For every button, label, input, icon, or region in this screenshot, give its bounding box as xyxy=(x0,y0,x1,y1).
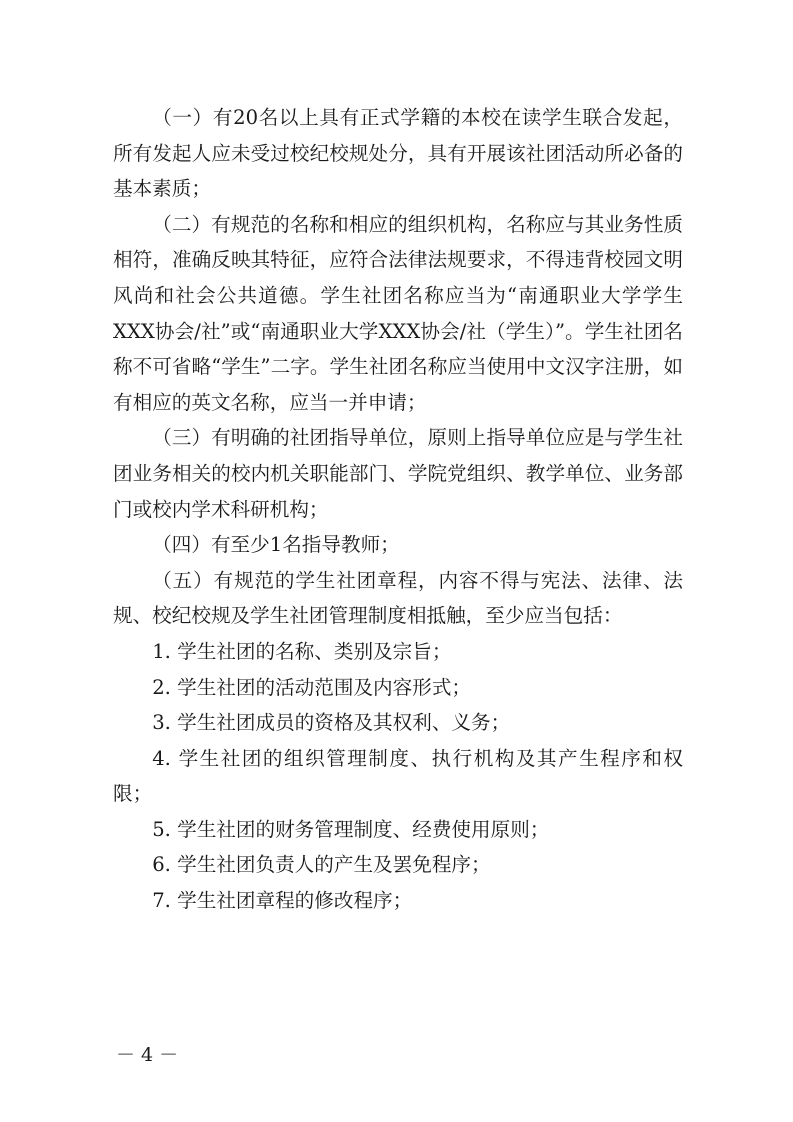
list-item-3: 3. 学生社团成员的资格及其权利、义务； xyxy=(152,711,511,735)
document-body xyxy=(113,100,683,919)
list-item-7: 7. 学生社团章程的修改程序； xyxy=(152,889,413,913)
list-item-2: 2. 学生社团的活动范围及内容形式； xyxy=(152,675,472,699)
paragraph-condition-3: （三）有明确的社团指导单位，原则上指导单位应是与学生社团业务相关的校内机关职能部门、学院党组织、教学单位、业务部门或校内学术科研机构； xyxy=(113,426,683,521)
paragraph-condition-4: （四）有至少1名指导教师； xyxy=(152,533,400,557)
list-item-4: 4. 学生社团的组织管理制度、执行机构及其产生程序和权限； xyxy=(113,746,683,806)
page-number: － 4 － xyxy=(116,1044,179,1066)
list-item-5: 5. 学生社团的财务管理制度、经费使用原则； xyxy=(152,817,550,841)
paragraph-condition-2: （二）有规范的名称和相应的组织机构，名称应与其业务性质相符，准确反映其特征，应符合法律法规要求，不得违背校园文明风尚和社会公共道德。学生社团名称应当为“南通职业大学学生XXX协会/社”或“南通职业大学XXX协会/社（学生）”。学生社团名称不可省略“学生”二字。学生社团名称应当使用中文汉字注册，如有相应的英文名称，应当一并申请； xyxy=(113,212,683,414)
paragraph-condition-1: （一）有20名以上具有正式学籍的本校在读学生联合发起，所有发起人应未受过校纪校规处分，具有开展该社团活动所必备的基本素质； xyxy=(113,106,683,201)
list-item-6: 6. 学生社团负责人的产生及罢免程序； xyxy=(152,853,491,877)
list-item-1: 1. 学生社团的名称、类别及宗旨； xyxy=(152,639,452,663)
paragraph-condition-5: （五）有规范的学生社团章程，内容不得与宪法、法律、法规、校纪校规及学生社团管理制度相抵触，至少应当包括： xyxy=(113,568,683,628)
